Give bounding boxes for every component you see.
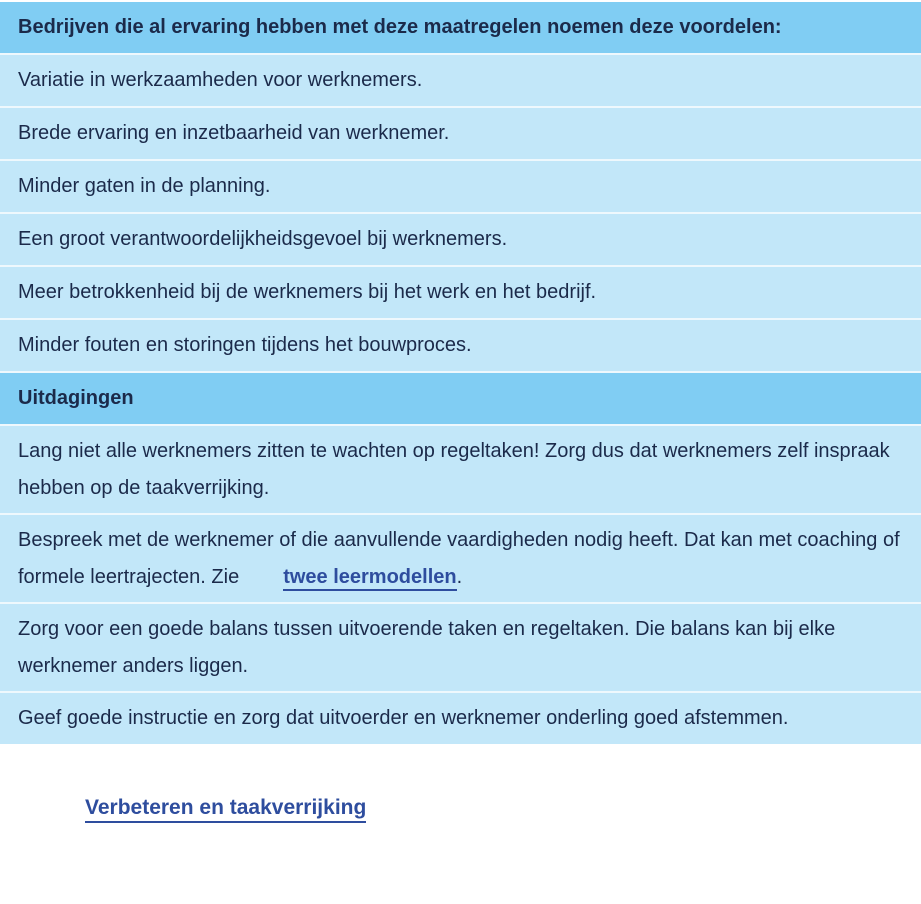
challenge-text-part: Bespreek met de werknemer of die aanvullende vaardigheden nodig heeft. Dat kan met coaching of formele leertrajecten. Zie [18, 529, 900, 588]
advantage-item: Brede ervaring en inzetbaarheid van werknemer. [0, 108, 921, 161]
verbeteren-taakverrijking-link[interactable]: Verbeteren en taakverrijking [85, 796, 366, 823]
challenge-item: Geef goede instructie en zorg dat uitvoerder en werknemer onderling goed afstemmen. [0, 693, 921, 744]
challenge-text [18, 522, 903, 596]
twee-leermodellen-link[interactable]: twee leermodellen [283, 566, 456, 591]
info-table [0, 2, 921, 744]
advantage-item: Minder fouten en storingen tijdens het bouwproces. [0, 320, 921, 373]
advantage-item: Minder gaten in de planning. [0, 161, 921, 214]
challenge-text: Lang niet alle werknemers zitten te wachten op regeltaken! Zorg dus dat werknemers zelf inspraak hebben op de taakverrijking. [18, 440, 890, 499]
period: . [456, 566, 463, 588]
challenge-item [0, 426, 921, 515]
challenge-item [0, 604, 921, 693]
advantage-item: Een groot verantwoordelijkheidsgevoel bij werknemers. [0, 214, 921, 267]
advantage-item: Variatie in werkzaamheden voor werknemers. [0, 55, 921, 108]
challenge-item [0, 515, 921, 604]
challenge-text: Zorg voor een goede balans tussen uitvoerende taken en regeltaken. Die balans kan bij elke werknemer anders liggen. [18, 618, 836, 677]
advantages-heading: Bedrijven die al ervaring hebben met deze maatregelen noemen deze voordelen: [0, 2, 921, 55]
advantage-item: Meer betrokkenheid bij de werknemers bij het werk en het bedrijf. [0, 267, 921, 320]
challenges-heading: Uitdagingen [0, 373, 921, 426]
